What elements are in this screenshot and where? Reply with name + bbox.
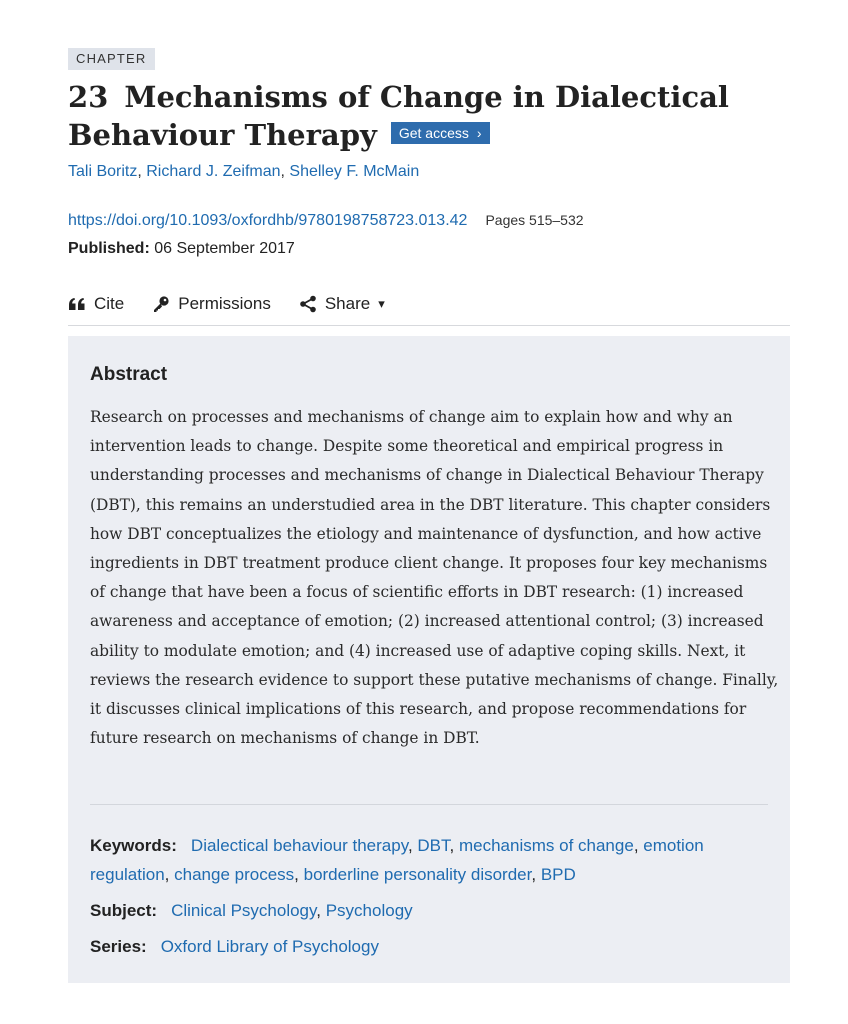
- subject-label: Subject:: [90, 901, 158, 920]
- published-label: Published:: [68, 240, 150, 257]
- caret-down-icon: ▾: [378, 296, 385, 311]
- keyword-link[interactable]: mechanisms of change: [458, 836, 634, 855]
- separator: ,: [280, 163, 290, 180]
- author-list: [68, 161, 419, 183]
- keyword-link[interactable]: Dialectical behaviour therapy: [190, 836, 408, 855]
- separator: ,: [137, 163, 147, 180]
- abstract-panel: [68, 336, 790, 983]
- quote-icon: [68, 297, 86, 311]
- get-access-label: Get access: [398, 125, 469, 141]
- chapter-title-text: Mechanisms of Change in Dialectical Behaviour Therapy: [68, 80, 729, 152]
- series-row: [90, 932, 770, 961]
- share-button[interactable]: [299, 292, 385, 316]
- page-range: Pages 515–532: [485, 212, 584, 228]
- keyword-link[interactable]: borderline personality disorder: [303, 865, 532, 884]
- share-label: Share: [324, 294, 371, 313]
- series-link[interactable]: Oxford Library of Psychology: [160, 937, 379, 956]
- author-link[interactable]: Shelley F. McMain: [289, 163, 420, 180]
- doi-link[interactable]: https://doi.org/10.1093/oxfordhb/9780198758723.013.42: [68, 212, 468, 229]
- published-date: [68, 238, 295, 260]
- chapter-number: 23: [68, 80, 109, 114]
- subject-row: Subject: Clinical Psychology, Psychology: [90, 901, 413, 920]
- chapter-title: [68, 78, 768, 154]
- published-value: 06 September 2017: [154, 240, 295, 257]
- share-icon: [299, 295, 317, 313]
- abstract-text: Research on processes and mechanisms of change aim to explain how and why an intervention leads to change. Despite some theoretical and empirical progress in understanding processes and mechanisms of change in Dialectical Behaviour Therapy (DBT), this remains an understudied area in the DBT literature. This chapter considers how DBT conceptualizes the etiology and maintenance of dysfunction, and how active ingredients in DBT treatment produce client change. It proposes four key mechanisms of change that have been a focus of scientific efforts in DBT research: (1) increased awareness and acceptance of emotion; (2) increased attentional control; (3) increased ability to modulate emotion; and (4) increased use of adaptive coping skills. Next, it reviews the research evidence to support these putative mechanisms of change. Finally, it discusses clinical implications of this research, and propose recommendations for future research on mechanisms of change in DBT.: [90, 408, 779, 748]
- series-label: Series:: [90, 937, 147, 956]
- author-link[interactable]: Tali Boritz: [68, 163, 138, 180]
- cite-button[interactable]: [68, 292, 124, 316]
- keyword-link[interactable]: BPD: [540, 865, 576, 884]
- abstract-heading: Abstract: [90, 364, 168, 385]
- permissions-button[interactable]: [152, 292, 271, 316]
- keyword-link[interactable]: change process: [174, 865, 295, 884]
- subject-link[interactable]: Clinical Psychology: [171, 901, 317, 920]
- keyword-link[interactable]: DBT: [417, 836, 450, 855]
- keywords-label: Keywords:: [90, 836, 177, 855]
- keywords-row: Keywords: Dialectical behaviour therapy, DBT, mechanisms of change, emotion regulation, change process, borderline personality disorder, BPD: [90, 836, 704, 884]
- chevron-right-icon: ›: [476, 125, 482, 141]
- permissions-label: Permissions: [178, 294, 271, 313]
- author-link[interactable]: Richard J. Zeifman: [146, 163, 281, 180]
- doi-row: [68, 209, 584, 232]
- divider: [90, 804, 768, 805]
- keyword-link[interactable]: emotion regulation: [90, 836, 704, 884]
- subject-link[interactable]: Psychology: [325, 901, 413, 920]
- get-access-button[interactable]: [391, 122, 490, 144]
- key-icon: [152, 295, 170, 313]
- article-actions: [68, 292, 385, 316]
- divider: [68, 325, 790, 326]
- cite-label: Cite: [94, 294, 125, 313]
- chapter-badge: CHAPTER: [68, 48, 155, 70]
